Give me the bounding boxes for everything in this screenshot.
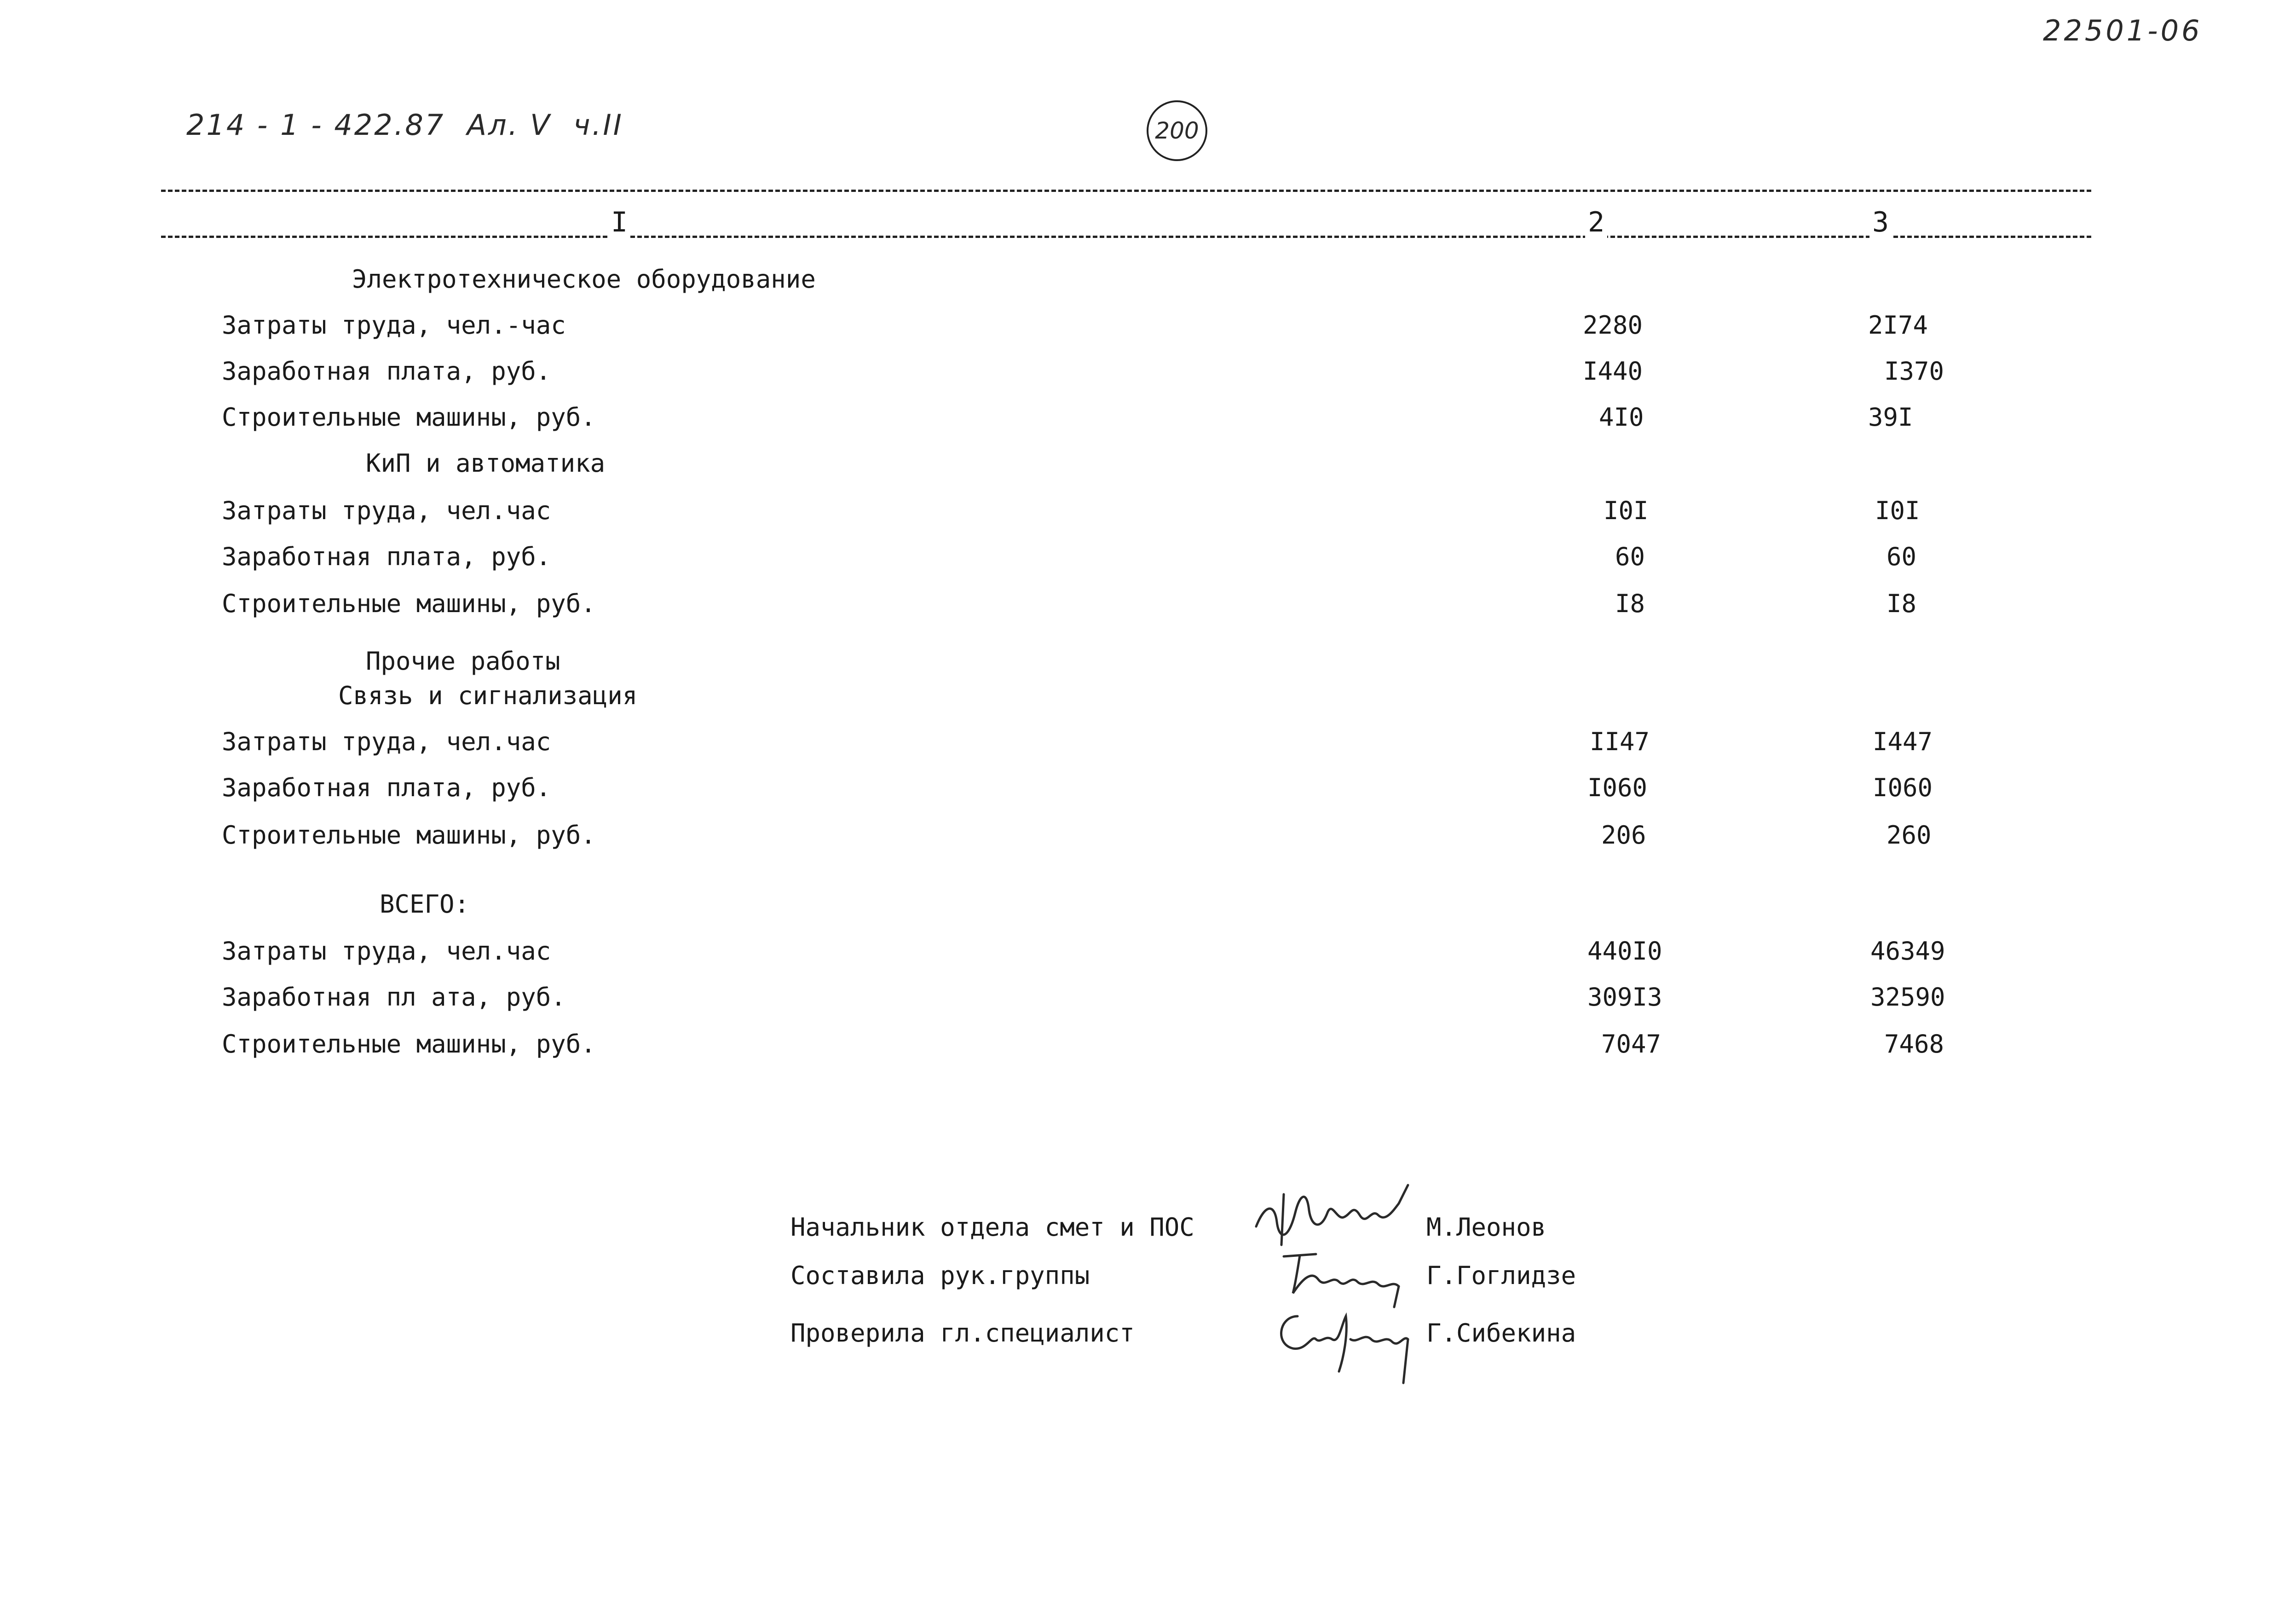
- row-value-col3: 46349: [1870, 937, 1945, 966]
- row-value-col3: I0I: [1875, 496, 1920, 525]
- handwritten-signature-checker: [1270, 1298, 1417, 1385]
- row-label: Затраты труда, чел.час: [222, 937, 551, 966]
- row-value-col3: 7468: [1884, 1030, 1944, 1059]
- archive-number: 22501-06: [2043, 14, 2203, 47]
- signatory-name-checker: Г.Сибекина: [1426, 1319, 1576, 1348]
- row-value-col2: 7047: [1601, 1030, 1661, 1059]
- row-value-col3: 39I: [1868, 403, 1913, 432]
- row-value-col2: 4I0: [1599, 403, 1644, 432]
- row-value-col2: I440: [1583, 357, 1643, 386]
- table-top-rule: [161, 190, 2091, 192]
- row-label: Строительные машины, руб.: [222, 1030, 596, 1059]
- row-value-col2: II47: [1590, 727, 1650, 756]
- row-label: Заработная плата, руб.: [222, 773, 551, 802]
- row-label: Строительные машины, руб.: [222, 821, 596, 850]
- row-label: Строительные машины, руб.: [222, 589, 596, 618]
- row-value-col3: 2I74: [1868, 311, 1928, 340]
- page-number-stamp: [1147, 100, 1207, 161]
- row-value-col3: I447: [1873, 727, 1933, 756]
- row-value-col2: 309I3: [1587, 983, 1662, 1012]
- row-label: Строительные машины, руб.: [222, 403, 596, 432]
- row-value-col3: I370: [1884, 357, 1944, 386]
- row-value-col2: I0I: [1604, 496, 1649, 525]
- table-header-rule: [161, 236, 2091, 238]
- row-value-col2: 2280: [1583, 311, 1643, 340]
- row-label: Заработная плата, руб.: [222, 542, 551, 571]
- row-label: Заработная пл ата, руб.: [222, 983, 566, 1012]
- column-header-1: I: [608, 206, 630, 238]
- row-label: Затраты труда, чел.час: [222, 496, 551, 525]
- row-value-col2: I060: [1587, 773, 1648, 802]
- row-value-col3: 32590: [1870, 983, 1945, 1012]
- signatory-role-head: Начальник отдела смет и ПОС: [790, 1213, 1194, 1242]
- row-value-col2: 206: [1601, 821, 1646, 850]
- section-subtitle-communications: Связь и сигнализация: [338, 681, 638, 710]
- section-title-electrical: Электротехническое оборудование: [352, 265, 816, 294]
- section-title-instrumentation: КиП и автоматика: [366, 449, 606, 478]
- row-value-col3: 260: [1886, 821, 1932, 850]
- row-value-col3: I060: [1873, 773, 1933, 802]
- row-value-col2: I8: [1615, 589, 1645, 618]
- row-value-col3: 60: [1886, 542, 1917, 571]
- section-title-total: ВСЕГО:: [380, 890, 470, 919]
- column-header-3: 3: [1869, 206, 1892, 238]
- page-number: 200: [1155, 117, 1199, 144]
- row-label: Затраты труда, чел.час: [222, 727, 551, 756]
- signatory-role-compiler: Составила рук.группы: [790, 1261, 1090, 1290]
- row-label: Заработная плата, руб.: [222, 357, 551, 386]
- row-value-col2: 440I0: [1587, 937, 1662, 966]
- row-value-col2: 60: [1615, 542, 1645, 571]
- signatory-role-checker: Проверила гл.специалист: [790, 1319, 1135, 1348]
- signatory-name-compiler: Г.Гоглидзе: [1426, 1261, 1576, 1290]
- document-code: 214 - 1 - 422.87 Ал. V ч.II: [186, 108, 623, 142]
- row-label: Затраты труда, чел.-час: [222, 311, 566, 340]
- column-header-2: 2: [1585, 206, 1607, 238]
- section-title-other-works: Прочие работы: [366, 647, 560, 676]
- row-value-col3: I8: [1886, 589, 1917, 618]
- signatory-name-head: М.Леонов: [1426, 1213, 1546, 1242]
